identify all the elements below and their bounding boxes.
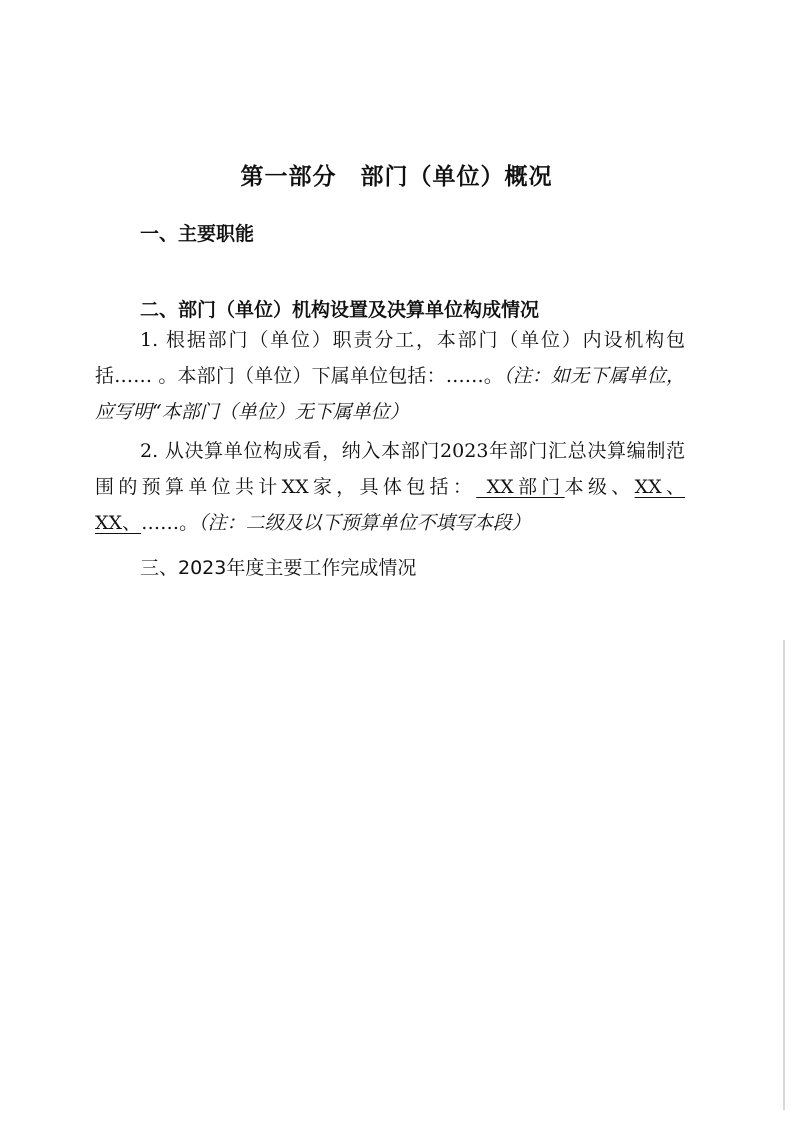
paragraph-2-after: ……。 xyxy=(141,512,199,534)
page-title: 第一部分 部门（单位）概况 xyxy=(240,163,553,190)
paragraph-internal-structure xyxy=(95,322,685,430)
scan-edge-line xyxy=(783,640,785,1110)
paragraph-2-text: 2. 从决算单位构成看，纳入本部门2023年部门汇总决算编制范围的预算单位共计XX家，具体包括： xyxy=(95,440,685,498)
section-heading-organization: 二、部门（单位）机构设置及决算单位构成情况 xyxy=(140,299,540,321)
paragraph-2-mid-1: 本级、 xyxy=(564,476,635,498)
underlined-unit-3: XX、 xyxy=(95,512,142,534)
paragraph-1-note: （注：如无下属单位，应写明“本部门（单位）无下属单位） xyxy=(95,365,685,423)
paragraph-1-text: 1. 根据部门（单位）职责分工，本部门（单位）内设机构包括…… 。本部门（单位）下属单位包括：……。 xyxy=(95,329,685,387)
paragraph-2-note: （注：二级及以下预算单位不填写本段） xyxy=(198,512,531,534)
section-heading-work-completion: 三、2023年度主要工作完成情况 xyxy=(140,557,417,579)
section-heading-main-functions: 一、主要职能 xyxy=(140,223,255,245)
paragraph-budget-units xyxy=(95,433,685,541)
underlined-unit-1: XX部门 xyxy=(476,476,565,498)
underlined-unit-2: XX、 xyxy=(634,476,685,498)
